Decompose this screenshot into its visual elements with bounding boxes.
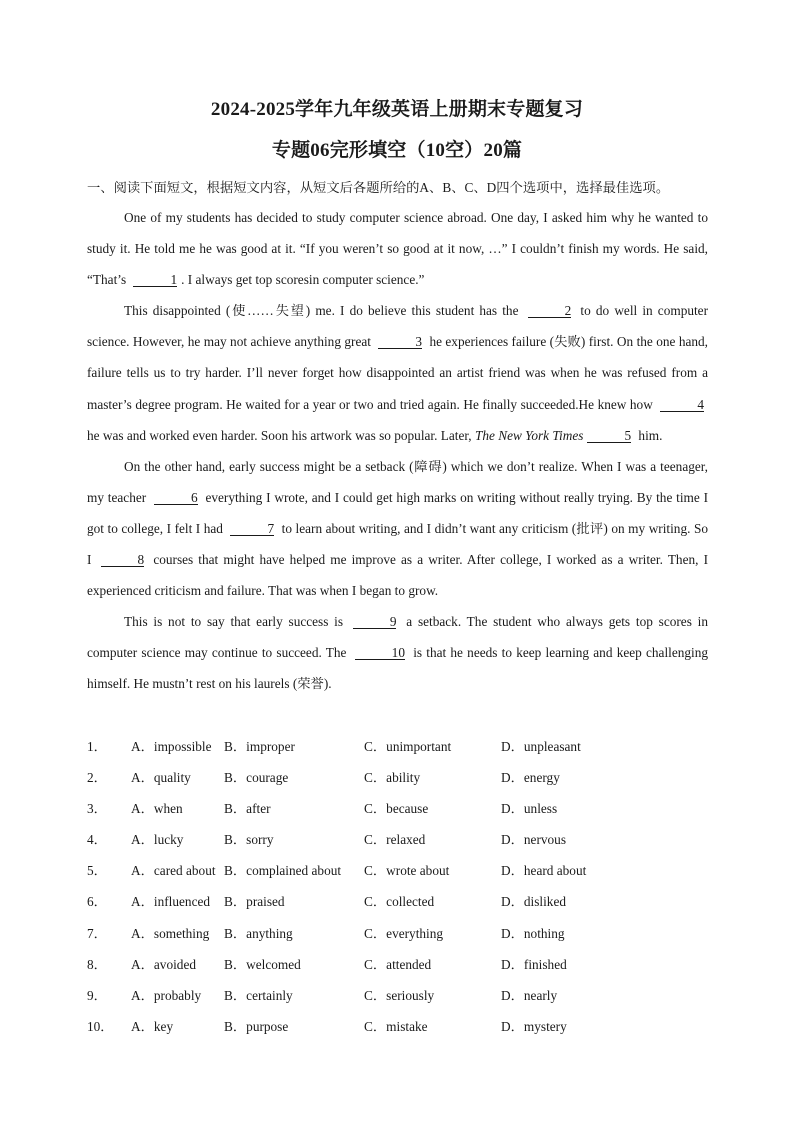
paragraph-text: to do well in computer science. However, he may not achieve anything great: [87, 303, 709, 350]
paragraph-text: is that he needs to keep learning and keep challenging himself. He mustn’t rest on his laurels (荣誉).: [87, 645, 709, 692]
option-d: D．unpleasant: [501, 739, 581, 754]
paragraph-3: [87, 451, 708, 606]
blank-10: 10: [355, 646, 405, 660]
blank-5: 5: [587, 429, 631, 443]
blank-3: 3: [378, 335, 422, 349]
question-number: 9．: [87, 987, 107, 1003]
option-c: C．ability: [364, 770, 421, 786]
question-number: 6．: [87, 894, 107, 910]
option-d: D．unless: [501, 801, 558, 817]
option-a: A．cared about: [131, 863, 216, 879]
option-b: B．purpose: [224, 1018, 289, 1034]
blank-4: 4: [660, 398, 704, 412]
document-title: 2024-2025学年九年级英语上册期末专题复习: [210, 99, 584, 120]
question-number: 2．: [87, 770, 107, 786]
option-d: D．disliked: [501, 894, 567, 910]
paragraph-text: he experiences failure (失败) first. On the one hand, failure tells us to try harder. I’ll never forget how disappointed an artist friend was when he was refused from a master’s degree program. He waited for a year or two and tried again. He finally succeeded.He knew how: [87, 334, 708, 412]
paragraph-1: [87, 202, 708, 295]
option-c: C．relaxed: [364, 832, 426, 848]
paragraph-text: courses that might have helped me improve as a writer. After college, I worked as a writer. Then, I experienced criticism and failure. That was when I began to grow.: [87, 552, 708, 599]
paragraph-text: to learn about writing, and I didn’t want any criticism (批评) on my writing. So I: [87, 520, 708, 568]
blank-2: 2: [528, 304, 572, 318]
option-d: D．heard about: [501, 863, 587, 879]
option-a: A．avoided: [131, 956, 196, 972]
option-b: B．after: [224, 801, 271, 817]
option-d: D．energy: [501, 770, 560, 786]
paragraph-4: [87, 606, 708, 699]
option-b: B．improper: [224, 739, 295, 754]
paragraph-text: One of my students has decided to study computer science abroad. One day, I asked him why he wanted to study it. He told me he was good at it. “If you weren’t so good at it now, …” I couldn’t finish my words. He said, “That’s: [87, 210, 708, 288]
option-d: D．nervous: [501, 832, 566, 848]
option-c: C．collected: [364, 894, 435, 910]
option-row: [87, 731, 727, 762]
paragraph-text: a setback. The student who always gets top scores in computer science may continue to succeed. The: [87, 614, 708, 661]
question-number: 4．: [87, 832, 107, 848]
option-row: [87, 949, 727, 980]
paragraph-2: [87, 295, 708, 450]
blank-8: 8: [101, 553, 145, 567]
newspaper-name: The New York Times: [474, 427, 584, 443]
option-a: A．lucky: [131, 832, 184, 848]
option-d: D．mystery: [501, 1018, 567, 1034]
option-b: B．anything: [224, 925, 293, 941]
option-a: A．key: [131, 1018, 174, 1034]
option-row: [87, 793, 727, 824]
paragraph-text: him.: [638, 427, 663, 443]
section-instruction: 一、阅读下面短文，根据短文内容，从短文后各题所给的A、B、C、D四个选项中，选择最佳选项。: [87, 180, 670, 195]
option-c: C．attended: [364, 956, 432, 972]
question-number: 3．: [87, 801, 107, 817]
question-number: 10．: [87, 1018, 114, 1034]
question-number: 8．: [87, 956, 107, 972]
option-a: A．probably: [131, 987, 202, 1003]
option-a: A．impossible: [131, 739, 212, 754]
option-d: D．finished: [501, 956, 567, 972]
option-row: [87, 824, 727, 855]
question-number: 7．: [87, 925, 107, 941]
paragraph-text: everything I wrote, and I could get high marks on writing without really trying. By the time I got to college, I felt I had: [87, 489, 709, 536]
option-a: A．influenced: [131, 894, 211, 910]
option-c: C．because: [364, 801, 429, 817]
option-b: B．welcomed: [224, 956, 301, 972]
option-b: B．certainly: [224, 987, 293, 1003]
option-a: A．something: [131, 925, 210, 941]
blank-6: 6: [154, 491, 198, 505]
reading-passage: [87, 202, 708, 700]
blank-7: 7: [230, 522, 274, 536]
option-a: A．quality: [131, 770, 191, 786]
option-row: [87, 855, 727, 886]
option-row: [87, 886, 727, 917]
paragraph-text: This disappointed (使……失望) me. I do believe this student has the: [124, 303, 519, 319]
option-d: D．nearly: [501, 987, 558, 1003]
option-c: C．mistake: [364, 1018, 428, 1034]
blank-1: 1: [133, 273, 177, 287]
paragraph-text: . I always get top scoresin computer science.”: [181, 272, 425, 288]
paragraph-text: he was and worked even harder. Soon his artwork was so popular. Later,: [87, 427, 472, 443]
option-b: B．sorry: [224, 832, 274, 848]
option-row: [87, 1011, 727, 1042]
option-b: B．courage: [224, 770, 289, 786]
paragraph-text: This is not to say that early success is: [124, 614, 344, 630]
option-row: [87, 762, 727, 793]
option-c: C．seriously: [364, 987, 435, 1003]
option-b: B．complained about: [224, 863, 342, 879]
answer-options: [87, 731, 727, 1042]
option-c: C．everything: [364, 925, 444, 941]
blank-9: 9: [353, 615, 397, 629]
document-subtitle: 专题06完形填空（10空）20篇: [271, 140, 523, 161]
paragraph-text: On the other hand, early success might be a setback (障碍) which we don’t realize. When I was a teenager, my teacher: [87, 458, 708, 505]
option-row: [87, 918, 727, 949]
option-b: B．praised: [224, 894, 285, 910]
option-row: [87, 980, 727, 1011]
option-c: C．unimportant: [364, 739, 452, 754]
question-number: 1．: [87, 739, 107, 754]
option-c: C．wrote about: [364, 863, 450, 879]
question-number: 5．: [87, 863, 107, 879]
option-d: D．nothing: [501, 925, 565, 941]
option-a: A．when: [131, 801, 183, 817]
